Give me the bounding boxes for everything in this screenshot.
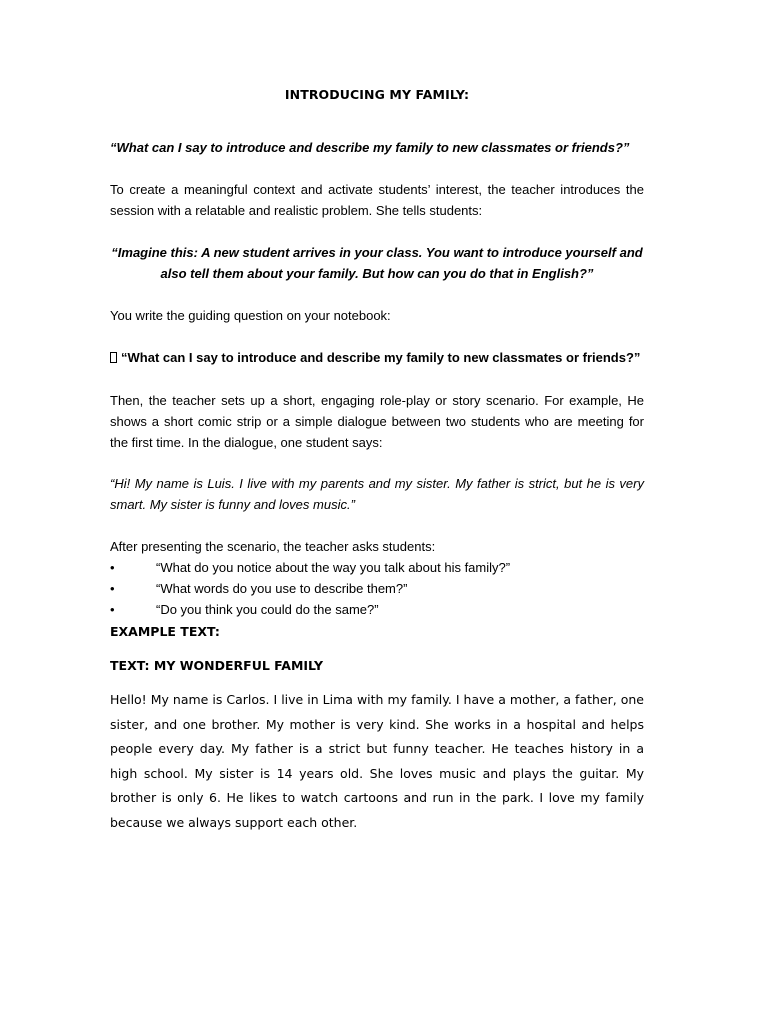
bullet-icon: • bbox=[110, 560, 115, 575]
questions-list bbox=[110, 557, 644, 620]
dialogue-quote: “Hi! My name is Luis. I live with my parents and my sister. My father is strict, but he is very smart. My sister is funny and loves music.” bbox=[110, 476, 644, 512]
list-item bbox=[110, 578, 644, 599]
after-line: After presenting the scenario, the teacher asks students: bbox=[110, 539, 436, 554]
question-text: “Do you think you could do the same?” bbox=[156, 602, 379, 617]
notebook-line: You write the guiding question on your notebook: bbox=[110, 308, 391, 323]
notebook-question: “What can I say to introduce and describe my family to new classmates or friends?” bbox=[121, 350, 641, 365]
question-text: “What do you notice about the way you talk about his family?” bbox=[156, 560, 511, 575]
family-text: Hello! My name is Carlos. I live in Lima with my family. I have a mother, a father, one sister, and one brother. My mother is very kind. She works in a hospital and helps people every day. My father is a strict but funny teacher. He teaches history in a high school. My sister is 14 years old. She loves music and plays the guitar. My brother is only 6. He likes to watch cartoons and run in the park. I love my family because we always support each other. bbox=[110, 692, 644, 830]
question-text: “What words do you use to describe them?” bbox=[156, 581, 408, 596]
bullet-icon: • bbox=[110, 602, 115, 617]
page-title: INTRODUCING MY FAMILY: bbox=[284, 87, 470, 102]
imagine-quote: “Imagine this: A new student arrives in your class. You want to introduce yourself and also tell them about your family. But how can you do that in English?” bbox=[111, 245, 643, 281]
guiding-question: “What can I say to introduce and describe my family to new classmates or friends?” bbox=[110, 140, 630, 155]
notebook-question-line bbox=[110, 347, 644, 368]
roleplay-paragraph: Then, the teacher sets up a short, engaging role-play or story scenario. For example, He shows a short comic strip or a simple dialogue between two students who are meeting for the first time. In the dialogue, one student says: bbox=[110, 393, 644, 450]
missing-glyph-box-icon bbox=[110, 352, 117, 363]
example-heading: EXAMPLE TEXT: bbox=[110, 624, 220, 639]
bullet-icon: • bbox=[110, 581, 115, 596]
list-item bbox=[110, 557, 644, 578]
intro-paragraph: To create a meaningful context and activate students’ interest, the teacher introduces the session with a relatable and realistic problem. She tells students: bbox=[110, 182, 644, 218]
text-heading: TEXT: MY WONDERFUL FAMILY bbox=[110, 658, 324, 673]
list-item bbox=[110, 599, 644, 620]
